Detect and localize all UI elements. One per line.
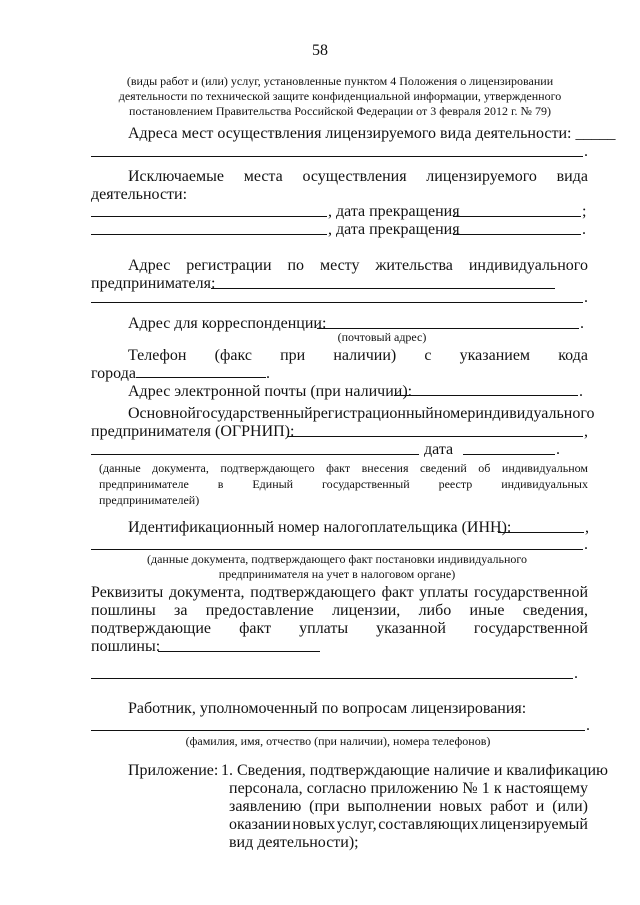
phone-line-1: Телефон (факс при наличии) с указанием кода bbox=[128, 347, 588, 364]
excluded-place-2-line bbox=[91, 234, 327, 235]
inn-note-line-2: предпринимателя на учет в налоговом органе) bbox=[218, 567, 456, 581]
inn-label: Идентификационный номер налогоплательщика (ИНН): bbox=[128, 519, 512, 536]
ogrnip-line-2-label: предпринимателя (ОГРНИП): bbox=[91, 423, 295, 440]
addresses-label: Адреса мест осуществления лицензируемого вида деятельности: _____ bbox=[128, 125, 616, 142]
inn-note-line-1: (данные документа, подтверждающего факт постановки индивидуального bbox=[146, 552, 527, 566]
excluded-date-end-1: ; bbox=[582, 203, 587, 220]
ogrnip-note-line-2: предпринимателе в Единый государственный реестр индивидуальных bbox=[99, 477, 588, 491]
employee-caption: (фамилия, имя, отчество (при наличии), номера телефонов) bbox=[185, 734, 491, 748]
email-label: Адрес электронной почты (при наличии): bbox=[128, 383, 413, 400]
inn-end-1: , bbox=[585, 519, 589, 536]
inn-end-2: . bbox=[584, 536, 588, 553]
fee-line-4: пошлины: bbox=[91, 638, 161, 655]
fee-end: . bbox=[574, 665, 578, 682]
residence-line-b bbox=[91, 302, 583, 303]
employee-line bbox=[91, 730, 585, 731]
excluded-date-2-line bbox=[453, 234, 581, 235]
ogrnip-date-label: дата bbox=[424, 441, 454, 458]
ogrnip-note-line-3: предпринимателей) bbox=[99, 493, 200, 507]
residence-line-a bbox=[211, 288, 555, 289]
email-line bbox=[394, 395, 578, 396]
phone-end: . bbox=[266, 365, 270, 382]
fee-line-4-blank bbox=[158, 651, 320, 652]
fee-line-2: пошлины за предоставление лицензии, либо иные сведения, bbox=[91, 602, 588, 619]
excluded-line-2: деятельности: bbox=[91, 186, 188, 203]
ogrnip-number-line bbox=[287, 436, 583, 437]
inn-doc-line bbox=[91, 549, 583, 550]
excluded-line-1: Исключаемые места осуществления лицензируемого вида bbox=[128, 168, 588, 185]
ogrnip-line-2-end: , bbox=[584, 423, 588, 440]
ogrnip-note-line-1: (данные документа, подтверждающего факт внесения сведений об индивидуальном bbox=[99, 461, 588, 475]
appendix-item-line-4: оказании новых услуг, составляющих лицензируемый bbox=[229, 816, 588, 833]
phone-line-2: города bbox=[91, 365, 136, 382]
fee-extra-line bbox=[91, 678, 573, 679]
correspondence-end: . bbox=[580, 315, 584, 332]
ogrnip-doc-line bbox=[91, 454, 419, 455]
correspondence-label: Адрес для корреспонденции: bbox=[128, 315, 327, 332]
ogrnip-date-end: . bbox=[556, 441, 560, 458]
residence-line-2: предпринимателя: bbox=[91, 275, 216, 292]
header-line-2: деятельности по технической защите конфиденциальной информации, утвержденного bbox=[118, 89, 562, 103]
email-end: . bbox=[579, 383, 583, 400]
header-line-3: постановлением Правительства Российской Федерации от 3 февраля 2012 г. № 79) bbox=[129, 104, 551, 118]
employee-label: Работник, уполномоченный по вопросам лицензирования: bbox=[128, 700, 527, 717]
header-line-1: (виды работ и (или) услуг, установленные пунктом 4 Положения о лицензировании bbox=[126, 74, 554, 88]
page-number: 58 bbox=[312, 42, 328, 59]
appendix-item-line-3: заявлению (при выполнении новых работ и (или) bbox=[229, 798, 588, 815]
inn-number-line bbox=[498, 532, 584, 533]
employee-end: . bbox=[586, 717, 590, 734]
residence-end: . bbox=[584, 289, 588, 306]
appendix-item-line-2: персонала, согласно приложению № 1 к настоящему bbox=[229, 780, 588, 797]
excluded-place-1-line bbox=[91, 216, 327, 217]
ogrnip-date-line bbox=[463, 454, 555, 455]
appendix-label: Приложение: bbox=[128, 762, 219, 779]
phone-city-line bbox=[136, 377, 266, 378]
appendix-item-line-5: вид деятельности); bbox=[229, 834, 359, 851]
fee-line-3: подтверждающие факт уплаты указанной государственной bbox=[91, 620, 588, 637]
excluded-date-label-2: , дата прекращения bbox=[328, 221, 460, 238]
addresses-end: . bbox=[584, 143, 588, 160]
fee-line-1: Реквизиты документа, подтверждающего факт уплаты государственной bbox=[91, 584, 588, 601]
correspondence-caption: (почтовый адрес) bbox=[337, 330, 427, 344]
excluded-date-end-2: . bbox=[582, 221, 586, 238]
residence-line-1: Адрес регистрации по месту жительства индивидуального bbox=[128, 257, 588, 274]
appendix-item-line-1: 1. Сведения, подтверждающие наличие и квалификацию bbox=[221, 762, 608, 779]
correspondence-line bbox=[317, 328, 579, 329]
excluded-date-1-line bbox=[453, 216, 581, 217]
addresses-line bbox=[91, 156, 583, 157]
excluded-date-label-1: , дата прекращения bbox=[328, 203, 460, 220]
ogrnip-line-1: Основной государственный регистрационный номер индивидуального bbox=[128, 405, 595, 422]
